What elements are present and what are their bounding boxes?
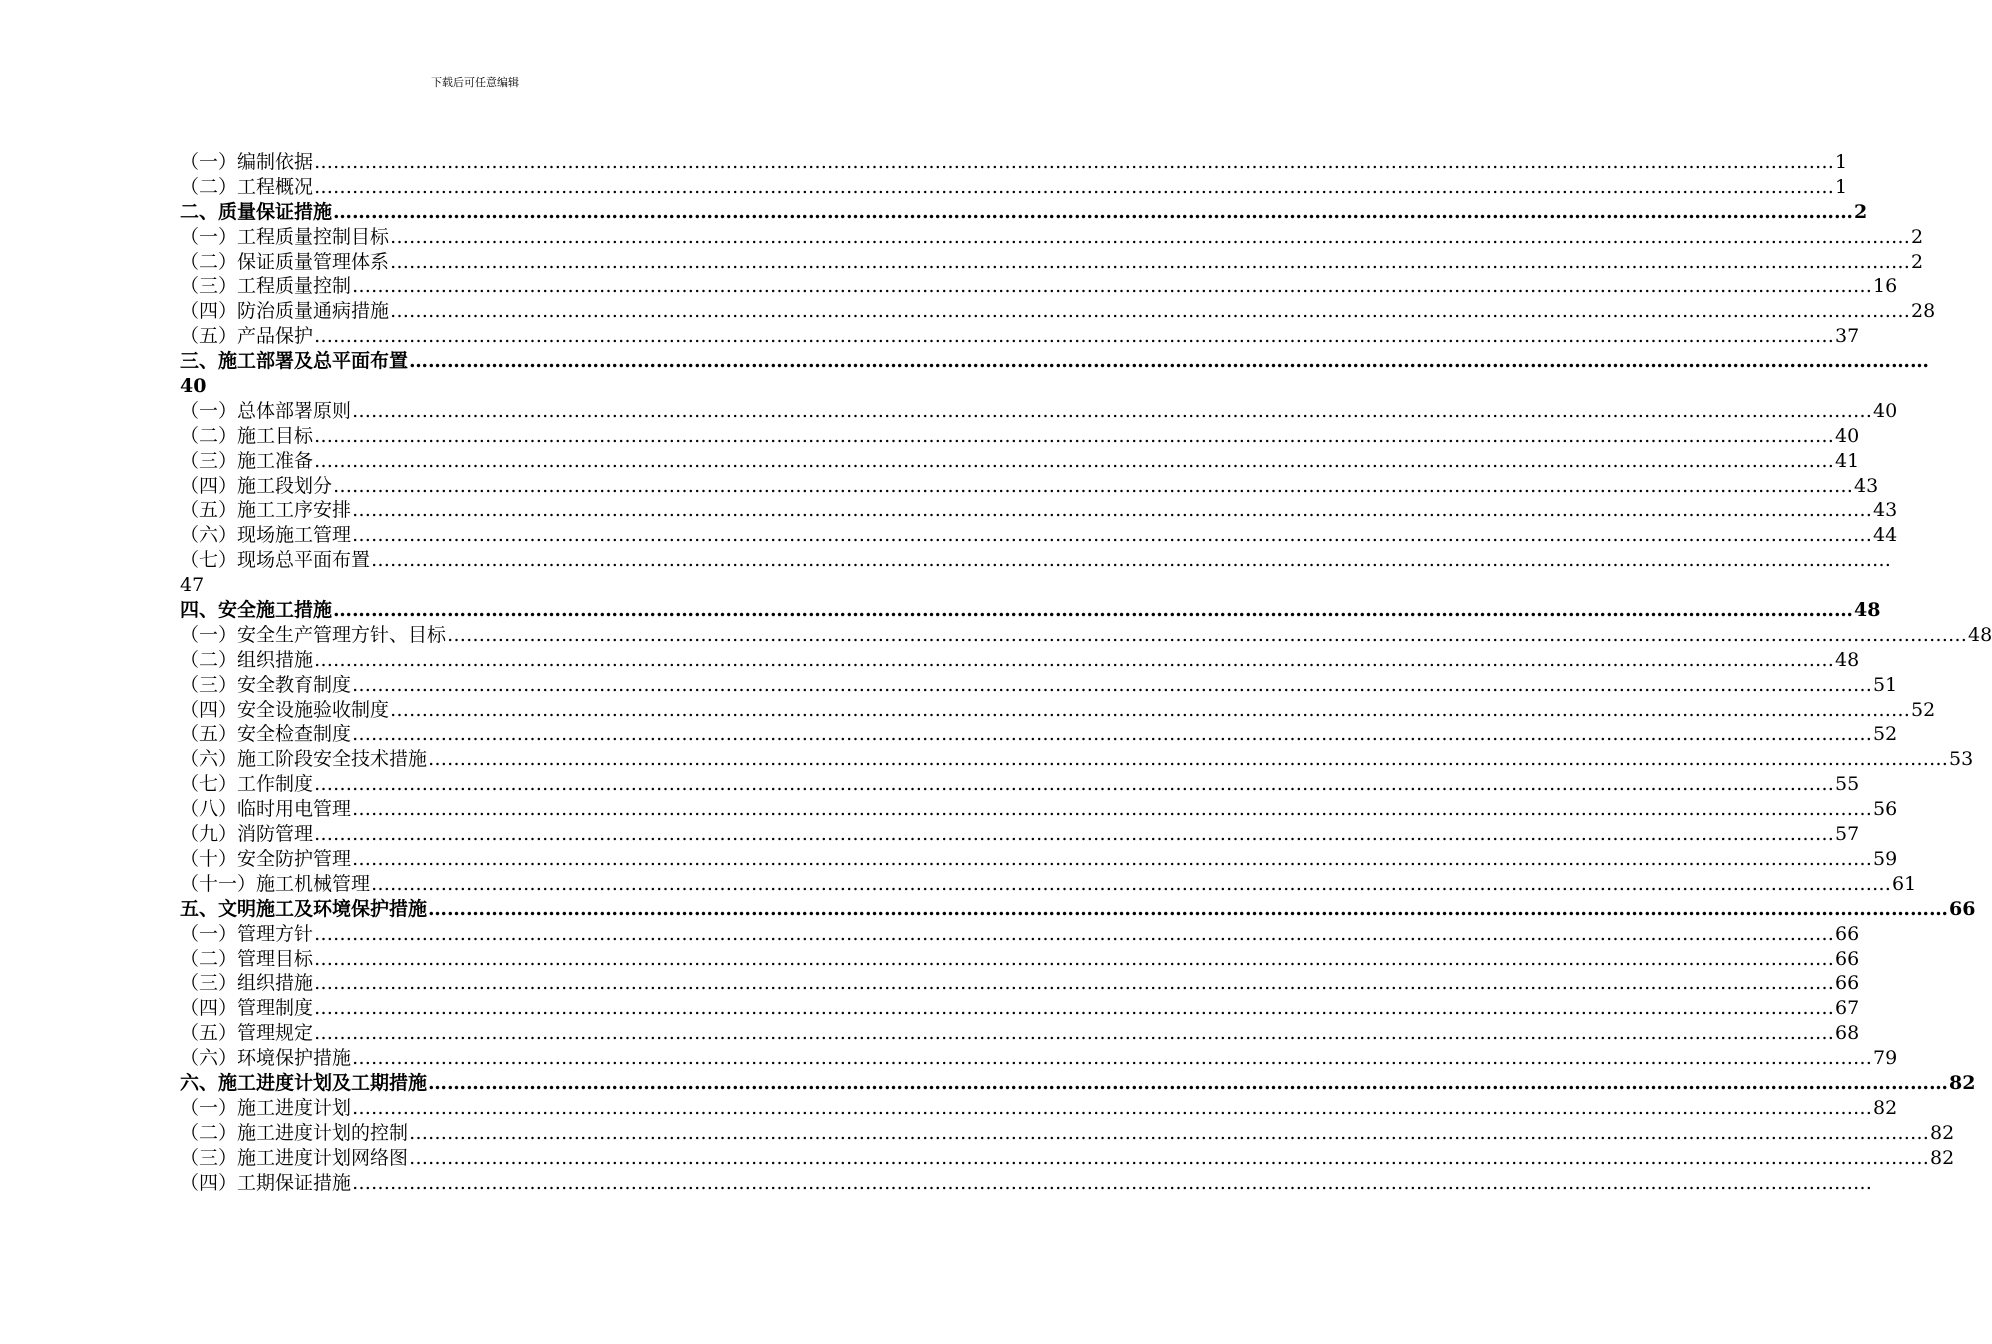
toc-entry-page: 55 (1835, 773, 1860, 796)
toc-entry-title: （一）安全生产管理方针、目标 (180, 623, 447, 646)
dot-leader: …………………………………………………………………………………………………………………………………………………………………………………………………………………… (314, 997, 1835, 1020)
toc-entry-title: （四）管理制度 (180, 997, 314, 1020)
toc-entry[interactable] (180, 299, 1936, 324)
toc-entry[interactable] (180, 424, 1860, 449)
dot-leader: …………………………………………………………………………………………………………………………………………………………………………………………………………………… (314, 175, 1835, 198)
toc-entry[interactable] (180, 722, 1898, 747)
toc-entry-title: （三）施工准备 (180, 449, 314, 472)
dot-leader: …………………………………………………………………………………………………………………………………………………………………………………………………………………… (314, 947, 1835, 970)
dot-leader: …………………………………………………………………………………………………………………………………………………………………………………………………………………… (352, 723, 1873, 746)
toc-entry-page: 79 (1873, 1047, 1898, 1070)
dot-leader: …………………………………………………………………………………………………………………………………………………………………………………………………………………… (314, 1022, 1835, 1045)
toc-entry-page: 2 (1911, 225, 1924, 248)
dot-leader: …………………………………………………………………………………………………………………………………………………………………………………………………………………… (371, 549, 1892, 572)
toc-entry-title: （六）环境保护措施 (180, 1047, 352, 1070)
toc-entry-title: （四）工期保证措施 (180, 1171, 352, 1194)
toc-entry[interactable] (180, 822, 1860, 847)
toc-entry-title: （四）施工段划分 (180, 474, 333, 497)
dot-leader: …………………………………………………………………………………………………………………………………………………………………………………………………………………… (314, 972, 1835, 995)
toc-entry-title: （六）施工阶段安全技术措施 (180, 748, 428, 771)
toc-entry[interactable] (180, 324, 1860, 349)
toc-entry-page: 41 (1835, 449, 1860, 472)
toc-entry-page: 1 (1835, 175, 1848, 198)
dot-leader: …………………………………………………………………………………………………………………………………………………………………………………………………………………… (352, 847, 1873, 870)
toc-entry-page: 59 (1873, 847, 1898, 870)
dot-leader: …………………………………………………………………………………………………………………………………………………………………………………………………………………… (390, 698, 1911, 721)
toc-entry-page: 56 (1873, 798, 1898, 821)
toc-entry-page: 48 (1968, 623, 1992, 646)
page-header: 下载后可任意编辑 (431, 76, 519, 89)
dot-leader: …………………………………………………………………………………………………………………………………………………………………………………………………………………… (333, 599, 1854, 622)
dot-leader: …………………………………………………………………………………………………………………………………………………………………………………………………………………… (352, 1096, 1873, 1119)
dot-leader: …………………………………………………………………………………………………………………………………………………………………………………………………………………… (352, 499, 1873, 522)
toc-entry[interactable] (180, 150, 1848, 175)
toc-entry[interactable] (180, 1171, 1873, 1196)
toc-entry[interactable] (180, 1121, 1955, 1146)
toc-entry-title: （二）工程概况 (180, 175, 314, 198)
toc-entry[interactable] (180, 623, 1992, 648)
toc-entry-title: （四）安全设施验收制度 (180, 698, 390, 721)
dot-leader: …………………………………………………………………………………………………………………………………………………………………………………………………………………… (333, 474, 1854, 497)
dot-leader: …………………………………………………………………………………………………………………………………………………………………………………………………………………… (352, 399, 1873, 422)
toc-entry-page: 66 (1949, 897, 1976, 920)
toc-entry[interactable] (180, 200, 1868, 225)
toc-entry[interactable] (180, 225, 1924, 250)
dot-leader: …………………………………………………………………………………………………………………………………………………………………………………………………………………… (352, 524, 1873, 547)
toc-entry-page: 66 (1835, 922, 1860, 945)
toc-entry-title: 三、施工部署及总平面布置 (180, 350, 409, 373)
dot-leader: …………………………………………………………………………………………………………………………………………………………………………………………………………………… (428, 748, 1949, 771)
toc-entry[interactable] (180, 673, 1898, 698)
toc-entry-page: 37 (1835, 325, 1860, 348)
toc-entry-page: 16 (1873, 275, 1898, 298)
dot-leader: …………………………………………………………………………………………………………………………………………………………………………………………………………………… (314, 151, 1835, 173)
toc-entry[interactable] (180, 498, 1898, 523)
toc-entry[interactable] (180, 274, 1898, 299)
toc-entry-title: （二）管理目标 (180, 947, 314, 970)
toc-entry-title: （五）安全检查制度 (180, 723, 352, 746)
dot-leader: …………………………………………………………………………………………………………………………………………………………………………………………………………………… (314, 922, 1835, 945)
toc-entry-title: （一）施工进度计划 (180, 1096, 352, 1119)
table-of-contents (180, 150, 1992, 1195)
dot-leader: …………………………………………………………………………………………………………………………………………………………………………………………………………………… (352, 275, 1873, 298)
toc-entry[interactable] (180, 772, 1860, 797)
dot-leader: …………………………………………………………………………………………………………………………………………………………………………………………………………………… (352, 1047, 1873, 1070)
toc-entry-title: （三）安全教育制度 (180, 673, 352, 696)
toc-entry-title: （一）管理方针 (180, 922, 314, 945)
toc-entry[interactable] (180, 1146, 1955, 1171)
toc-entry-page: 48 (1835, 648, 1860, 671)
dot-leader: …………………………………………………………………………………………………………………………………………………………………………………………………………………… (314, 449, 1835, 472)
toc-entry[interactable] (180, 474, 1879, 499)
dot-leader: …………………………………………………………………………………………………………………………………………………………………………………………………………………… (314, 773, 1835, 796)
dot-leader: …………………………………………………………………………………………………………………………………………………………………………………………………………………… (428, 897, 1949, 920)
toc-entry-page: 66 (1835, 972, 1860, 995)
toc-entry[interactable] (180, 175, 1848, 200)
toc-entry-title: （三）工程质量控制 (180, 275, 352, 298)
toc-entry[interactable] (180, 996, 1860, 1021)
toc-entry[interactable] (180, 747, 1974, 772)
toc-entry-title: （十）安全防护管理 (180, 847, 352, 870)
toc-entry[interactable] (180, 548, 1892, 573)
toc-entry-title: （五）产品保护 (180, 325, 314, 348)
toc-entry-page: 51 (1873, 673, 1898, 696)
dot-leader: …………………………………………………………………………………………………………………………………………………………………………………………………………………… (390, 300, 1911, 323)
toc-entry-page: 82 (1930, 1121, 1955, 1144)
dot-leader: …………………………………………………………………………………………………………………………………………………………………………………………………………………… (352, 673, 1873, 696)
toc-entry[interactable] (180, 872, 1917, 897)
toc-entry[interactable] (180, 1046, 1898, 1071)
toc-entry-page: 52 (1911, 698, 1936, 721)
toc-entry[interactable] (180, 349, 1930, 374)
toc-entry-title: 二、质量保证措施 (180, 200, 333, 223)
toc-entry[interactable] (180, 847, 1898, 872)
toc-entry[interactable] (180, 797, 1898, 822)
toc-entry-title: （七）工作制度 (180, 773, 314, 796)
toc-entry-page: 2 (1854, 200, 1868, 223)
dot-leader: …………………………………………………………………………………………………………………………………………………………………………………………………………………… (314, 325, 1835, 348)
toc-entry-title: （二）施工进度计划的控制 (180, 1121, 409, 1144)
toc-entry-page: 44 (1873, 524, 1898, 547)
toc-entry-page: 40 (180, 375, 207, 398)
toc-entry-page: 40 (1873, 399, 1898, 422)
toc-entry-title: （三）组织措施 (180, 972, 314, 995)
toc-entry[interactable] (180, 250, 1924, 275)
toc-entry-page: 2 (1911, 250, 1924, 273)
toc-entry-title: （八）临时用电管理 (180, 798, 352, 821)
dot-leader: …………………………………………………………………………………………………………………………………………………………………………………………………………………… (371, 872, 1892, 895)
dot-leader: …………………………………………………………………………………………………………………………………………………………………………………………………………………… (333, 200, 1854, 223)
dot-leader: …………………………………………………………………………………………………………………………………………………………………………………………………………………… (409, 350, 1930, 373)
toc-entry-page: 28 (1911, 300, 1936, 323)
toc-entry-page: 61 (1892, 872, 1917, 895)
toc-entry[interactable] (180, 897, 1976, 922)
dot-leader: …………………………………………………………………………………………………………………………………………………………………………………………………………………… (447, 623, 1968, 646)
toc-entry-title: （五）施工工序安排 (180, 499, 352, 522)
toc-entry-title: 六、施工进度计划及工期措施 (180, 1071, 428, 1094)
toc-entry-page: 1 (1835, 151, 1848, 173)
toc-entry-title: （七）现场总平面布置 (180, 549, 371, 572)
toc-entry-title: （二）组织措施 (180, 648, 314, 671)
toc-entry-title: （四）防治质量通病措施 (180, 300, 390, 323)
toc-entry[interactable] (180, 947, 1860, 972)
toc-entry[interactable] (180, 1071, 1976, 1096)
dot-leader: …………………………………………………………………………………………………………………………………………………………………………………………………………………… (314, 648, 1835, 671)
toc-entry[interactable] (180, 1021, 1860, 1046)
toc-entry-page: 43 (1873, 499, 1898, 522)
toc-entry[interactable] (180, 971, 1860, 996)
toc-entry-title: （五）管理规定 (180, 1022, 314, 1045)
dot-leader: …………………………………………………………………………………………………………………………………………………………………………………………………………………… (390, 250, 1911, 273)
toc-entry-page: 82 (1949, 1071, 1976, 1094)
toc-entry-page: 40 (1835, 424, 1860, 447)
toc-entry-page: 57 (1835, 823, 1860, 846)
toc-entry-page: 82 (1930, 1146, 1955, 1169)
toc-entry[interactable] (180, 523, 1898, 548)
dot-leader: …………………………………………………………………………………………………………………………………………………………………………………………………………………… (390, 225, 1911, 248)
toc-entry-page: 82 (1873, 1096, 1898, 1119)
toc-entry[interactable] (180, 449, 1860, 474)
toc-entry-page: 53 (1949, 748, 1974, 771)
toc-entry-page: 66 (1835, 947, 1860, 970)
toc-entry-title: （一）总体部署原则 (180, 399, 352, 422)
toc-entry-title: （二）施工目标 (180, 424, 314, 447)
toc-entry[interactable] (180, 698, 1936, 723)
toc-entry[interactable] (180, 399, 1898, 424)
dot-leader: …………………………………………………………………………………………………………………………………………………………………………………………………………………… (314, 424, 1835, 447)
toc-entry-page: 68 (1835, 1022, 1860, 1045)
dot-leader: …………………………………………………………………………………………………………………………………………………………………………………………………………………… (352, 798, 1873, 821)
toc-entry-title: 四、安全施工措施 (180, 599, 333, 622)
toc-entry-title: （二）保证质量管理体系 (180, 250, 390, 273)
toc-entry[interactable] (180, 922, 1860, 947)
dot-leader: …………………………………………………………………………………………………………………………………………………………………………………………………………………… (409, 1121, 1930, 1144)
toc-entry[interactable] (180, 1096, 1898, 1121)
toc-entry-title: （一）编制依据 (180, 151, 314, 173)
dot-leader: …………………………………………………………………………………………………………………………………………………………………………………………………………………… (314, 823, 1835, 846)
dot-leader: …………………………………………………………………………………………………………………………………………………………………………………………………………………… (409, 1146, 1930, 1169)
toc-entry-page: 47 (180, 574, 205, 597)
toc-entry-page: 48 (1854, 599, 1881, 622)
toc-entry[interactable] (180, 598, 1881, 623)
toc-entry-title: （十一）施工机械管理 (180, 872, 371, 895)
toc-entry-page: 43 (1854, 474, 1879, 497)
toc-entry-page: 52 (1873, 723, 1898, 746)
dot-leader: …………………………………………………………………………………………………………………………………………………………………………………………………………………… (428, 1071, 1949, 1094)
toc-entry-title: （六）现场施工管理 (180, 524, 352, 547)
toc-entry-title: 五、文明施工及环境保护措施 (180, 897, 428, 920)
toc-entry-title: （三）施工进度计划网络图 (180, 1146, 409, 1169)
toc-entry-page: 67 (1835, 997, 1860, 1020)
toc-entry[interactable] (180, 648, 1860, 673)
dot-leader: …………………………………………………………………………………………………………………………………………………………………………………………………………………… (352, 1171, 1873, 1194)
toc-entry-title: （一）工程质量控制目标 (180, 225, 390, 248)
toc-entry-title: （九）消防管理 (180, 823, 314, 846)
